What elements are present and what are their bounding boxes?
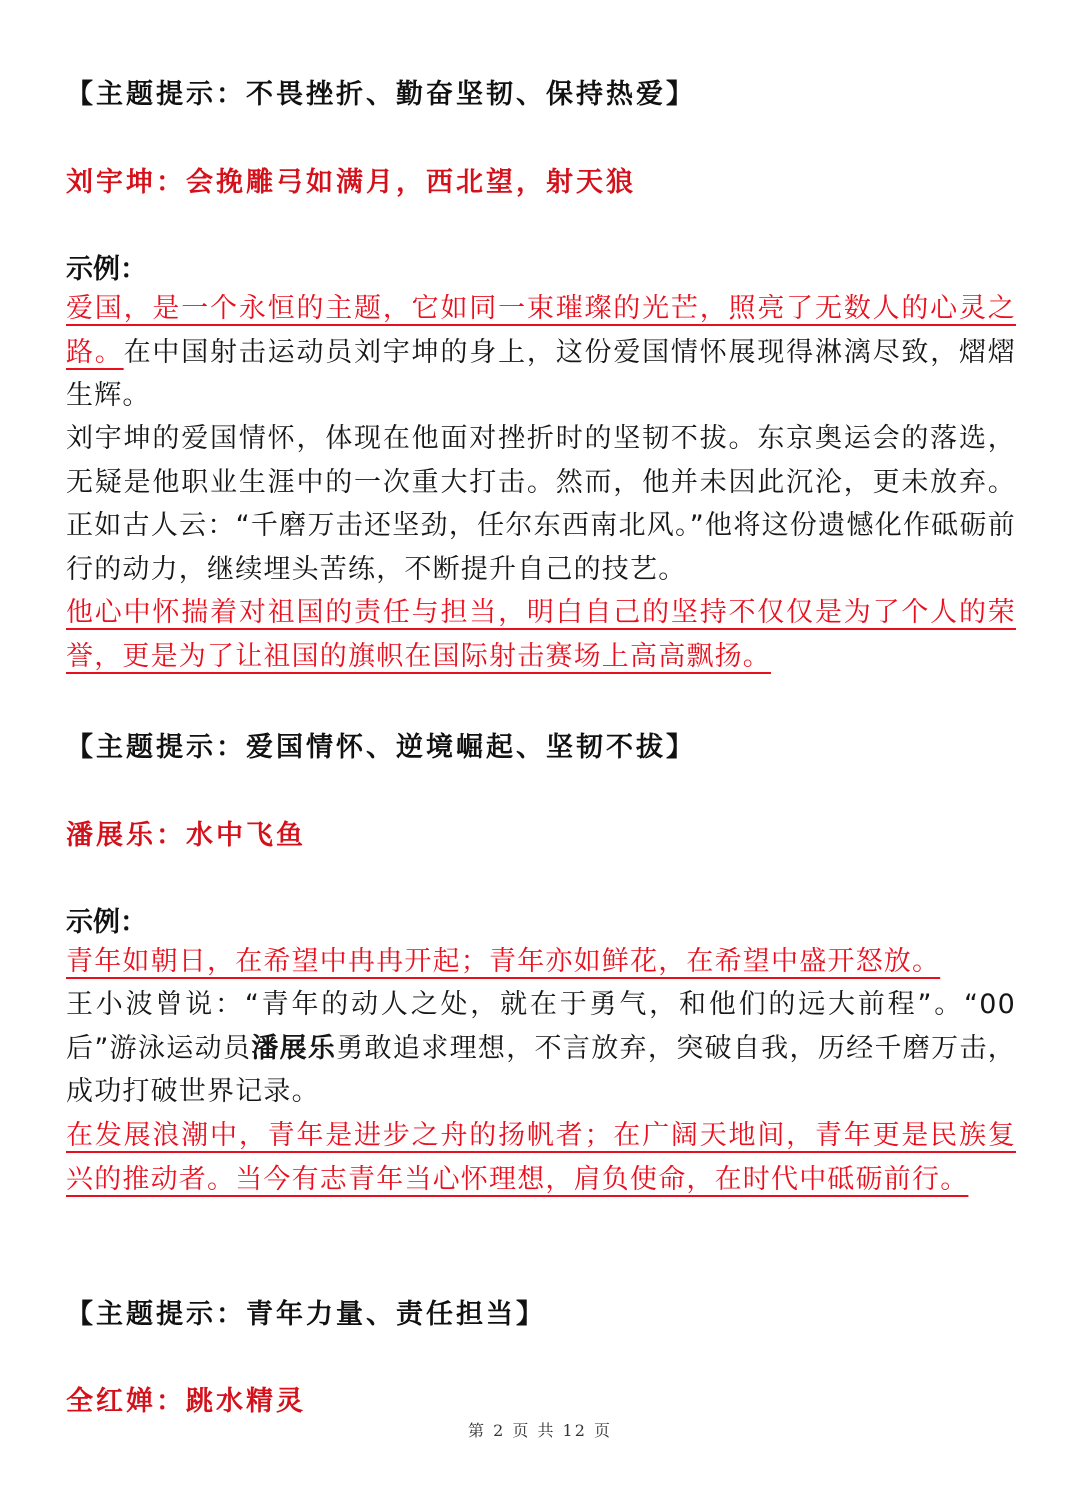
paragraph-intro xyxy=(66,940,1016,984)
paragraph-conclusion xyxy=(66,1114,1016,1201)
paragraph-intro xyxy=(66,287,1016,418)
highlighted-sentence: 他心中怀揣着对祖国的责任与担当，明白自己的坚持不仅仅是为了个人的荣誉，更是为了让祖国的旗帜在国际射击赛场上高高飘扬。 xyxy=(66,597,1016,672)
example-label: 示例： xyxy=(66,254,147,285)
bold-athlete-name: 潘展乐 xyxy=(251,1032,337,1064)
theme-hint-3: 【主题提示：青年力量、责任担当】 xyxy=(66,1299,546,1330)
athlete-title-quan-hongchan: 全红婵：跳水精灵 xyxy=(66,1386,306,1417)
paragraph-body xyxy=(66,983,1016,1114)
theme-hint-2: 【主题提示：爱国情怀、逆境崛起、坚韧不拔】 xyxy=(66,732,696,763)
body-text: 勇敢追求理想，不言放弃，突破自我，历经千磨万击，成功打破世界记录。 xyxy=(66,1032,1016,1107)
highlighted-sentence: 青年如朝日，在希望中冉冉开起；青年亦如鲜花，在希望中盛开怒放。 xyxy=(66,946,941,977)
highlighted-sentence: 爱国，是一个永恒的主题，它如同一束璀璨的光芒，照亮了无数人的心灵之路。 xyxy=(66,293,1016,368)
paragraph-conclusion xyxy=(66,591,1016,678)
athlete-title-liu-yukun: 刘宇坤：会挽雕弓如满月，西北望，射天狼 xyxy=(66,167,636,198)
theme-hint-1: 【主题提示：不畏挫折、勤奋坚韧、保持热爱】 xyxy=(66,79,696,110)
body-text: 刘宇坤的爱国情怀，体现在他面对挫折时的坚韧不拔。东京奥运会的落选，无疑是他职业生涯中的一次重大打击。然而，他并未因此沉沦，更未放弃。正如古人云：“千磨万击还坚劲，任尔东西南北风。”他将这份遗憾化作砥砺前行的动力，继续埋头苦练，不断提升自己的技艺。 xyxy=(66,423,1016,585)
highlighted-sentence: 在发展浪潮中，青年是进步之舟的扬帆者；在广阔天地间，青年更是民族复兴的推动者。当今有志青年当心怀理想，肩负使命，在时代中砥砺前行。 xyxy=(66,1120,1016,1195)
body-text: 在中国射击运动员刘宇坤的身上，这份爱国情怀展现得淋漓尽致，熠熠生辉。 xyxy=(66,336,1017,411)
athlete-title-pan-zhanle: 潘展乐：水中飞鱼 xyxy=(66,820,306,851)
page-indicator: 第 2 页 共 12 页 xyxy=(468,1421,612,1440)
example-label: 示例： xyxy=(66,907,147,938)
paragraph-body xyxy=(66,417,1016,591)
body-text: 王小波曾说：“青年的动人之处，就在于勇气，和他们的远大前程”。“00后”游泳运动员 xyxy=(66,989,1016,1064)
